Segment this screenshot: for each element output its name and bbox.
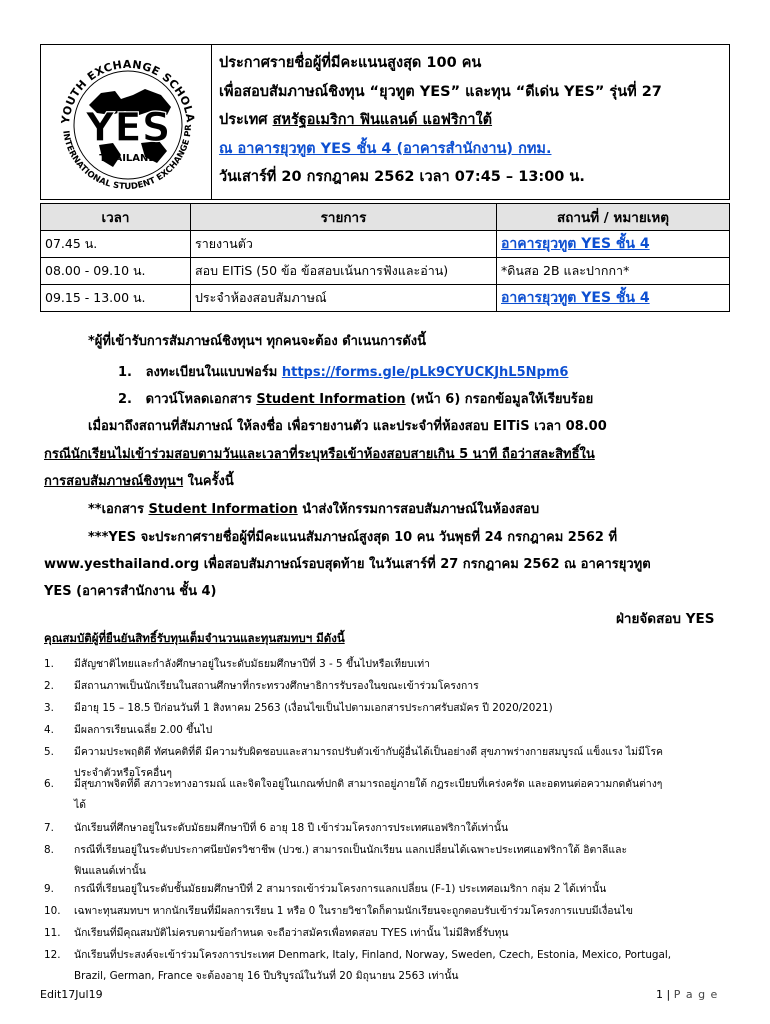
qualification-text: นักเรียนที่ศึกษาอยู่ในระดับมัธยมศึกษาปีที่ 6 อายุ 18 ปี เข้าร่วมโครงการประเทศแอฟริกาใต้เท่านั้น — [74, 822, 509, 834]
logo-arc-bottom: INTERNATIONAL STUDENT EXCHANGE PR — [60, 124, 195, 193]
qualification-number: 6. — [44, 778, 54, 790]
qualification-item — [44, 796, 86, 813]
cell-place: อาคารยุวทูต YES ชั้น 4 — [497, 231, 730, 258]
col-header-time: เวลา — [41, 204, 191, 231]
footer-edit-date: Edit17Jul19 — [40, 988, 103, 1001]
step-2-text-c: (หน้า 6) กรอกข้อมูลให้เรียบร้อย — [405, 392, 594, 407]
schedule-table — [40, 203, 730, 312]
qualification-number: 5. — [44, 746, 54, 758]
qualification-item — [44, 967, 459, 984]
qualification-number: 8. — [44, 844, 54, 856]
qualification-item — [44, 946, 671, 963]
qualification-item — [44, 655, 430, 672]
paragraph-3-line-1: ***YES จะประกาศรายชื่อผู้ที่มีคะแนนสัมภาษณ์สูงสุด 10 คน วันพุธที่ 24 กรกฎาคม 2562 ที่ — [88, 530, 618, 545]
qualifications-title: คุณสมบัติผู้ที่ยืนยันสิทธิ์รับทุนเต็มจำนวนและทุนสมทบฯ มีดังนี้ — [44, 631, 345, 645]
header-venue: ณ อาคารยุวทูต YES ชั้น 4 (อาคารสำนักงาน) กทม. — [219, 140, 552, 157]
cell-time: 07.45 น. — [41, 231, 191, 258]
paragraph-1-line-3 — [44, 470, 234, 491]
registration-form-link[interactable]: https://forms.gle/pLk9CYUCKJhL5Npm6 — [281, 365, 569, 380]
footer-page-number — [656, 988, 718, 1001]
cell-place: *ดินสอ 2B และปากกา* — [497, 258, 730, 285]
paragraph-2 — [88, 498, 539, 519]
qualification-text: มีผลการเรียนเฉลี่ย 2.00 ขึ้นไป — [74, 724, 213, 736]
step-2 — [118, 388, 593, 409]
qualification-text: เฉพาะทุนสมทบฯ หากนักเรียนที่มีผลการเรียน 1 หรือ 0 ในรายวิชาใดก็ตามนักเรียนจะถูกตอบรับเข้าร่วมโครงการแบบมีเงื่อนไข — [74, 905, 633, 917]
qualification-item — [44, 677, 479, 694]
student-information-label: Student Information — [256, 392, 406, 407]
header-text — [219, 49, 723, 192]
page-sep: | — [663, 988, 674, 1001]
qualification-text: กรณีที่เรียนอยู่ในระดับประกาศนียบัตรวิชาชีพ (ปวช.) สามารถเป็นนักเรียน แลกเปลี่ยนได้เฉพาะประเทศแอฟริกาใต้ อิตาลีและ — [74, 844, 628, 856]
logo-arc-top: YOUTH EXCHANGE SCHOLA — [59, 57, 197, 125]
qualification-text: นักเรียนที่ประสงค์จะเข้าร่วมโครงการประเทศ Denmark, Italy, Finland, Norway, Sweden, Czech, Estonia, Mexico, Portugal, — [74, 949, 672, 961]
signature: ฝ่ายจัดสอบ YES — [616, 611, 715, 627]
qualification-number: 9. — [44, 883, 54, 895]
yes-logo — [41, 45, 212, 199]
cell-item: สอบ EITiS (50 ข้อ ข้อสอบเน้นการฟังและอ่าน) — [191, 258, 497, 285]
paragraph-1-line-2: กรณีนักเรียนไม่เข้าร่วมสอบตามวันและเวลาที่ระบุหรือเข้าห้องสอบสายเกิน 5 นาที ถือว่าสละสิทธิ์ใน — [44, 447, 595, 462]
col-header-item: รายการ — [191, 204, 497, 231]
qualification-item — [44, 775, 662, 792]
header-line-1: ประกาศรายชื่อผู้ที่มีคะแนนสูงสุด 100 คน — [219, 55, 482, 71]
header-line-2: เพื่อสอบสัมภาษณ์ชิงทุน “ยุวทูต YES” และทุน “ดีเด่น YES” รุ่นที่ 27 — [219, 83, 662, 100]
table-row — [41, 285, 730, 312]
page-num: 1 — [656, 988, 663, 1001]
qualification-number: 1. — [44, 658, 54, 670]
paragraph-1-line-1: เมื่อมาถึงสถานที่สัมภาษณ์ ให้ลงชื่อ เพื่อรายงานตัว และประจำที่ห้องสอบ EITiS เวลา 08.00 — [88, 419, 607, 434]
qualification-number: 3. — [44, 702, 54, 714]
header-line-3-prefix: ประเทศ — [219, 112, 273, 128]
qualification-item — [44, 743, 663, 760]
qualification-text: ได้ — [74, 799, 86, 811]
qualification-item — [44, 699, 553, 716]
paragraph-3-line-2: www.yesthailand.org เพื่อสอบสัมภาษณ์รอบสุดท้าย ในวันเสาร์ที่ 27 กรกฎาคม 2562 ณ อาคารยุวทูต — [44, 557, 651, 572]
table-row — [41, 258, 730, 285]
step-2-number: 2. — [118, 392, 132, 407]
qualification-item — [44, 721, 212, 738]
qualification-text: มีสถานภาพเป็นนักเรียนในสถานศึกษาที่กระทรวงศึกษาธิการรับรองในขณะเข้าร่วมโครงการ — [74, 680, 479, 692]
step-2-text-a: ดาวน์โหลดเอกสาร — [145, 392, 257, 407]
qualification-number: 10. — [44, 905, 61, 917]
qualification-item — [44, 862, 146, 879]
qualification-number: 2. — [44, 680, 54, 692]
cell-time: 09.15 - 13.00 น. — [41, 285, 191, 312]
qualification-text: นักเรียนที่มีคุณสมบัติไม่ครบตามข้อกำหนด จะถือว่าสมัครเพื่อทดสอบ TYES เท่านั้น ไม่มีสิทธิ์รับทุน — [74, 927, 509, 939]
step-1-number: 1. — [118, 365, 132, 380]
qualification-item — [44, 880, 606, 897]
paragraph-3-line-3: YES (อาคารสำนักงาน ชั้น 4) — [44, 584, 217, 599]
header-countries: สหรัฐอเมริกา ฟินแลนด์ แอฟริกาใต้ — [272, 112, 493, 128]
qualification-text: ฟินแลนด์เท่านั้น — [74, 865, 146, 877]
schedule-header-row — [41, 204, 730, 231]
qualification-item — [44, 841, 627, 858]
paragraph-1-forfeit: การสอบสัมภาษณ์ชิงทุนฯ — [44, 474, 184, 489]
logo-yes-text: YES — [85, 105, 171, 151]
qualification-text: มีสุขภาพจิตที่ดี สภาวะทางอารมณ์ และจิตใจอยู่ในเกณฑ์ปกติ สามารถอยู่ภายใต้ กฎระเบียบที่เคร่งครัด และอดทนต่อความกดดันต่างๆ — [74, 778, 663, 790]
col-header-place: สถานที่ / หมายเหตุ — [497, 204, 730, 231]
page-word: P a g e — [673, 988, 719, 1001]
header-date: วันเสาร์ที่ 20 กรกฎาคม 2562 เวลา 07:45 – 13:00 น. — [219, 169, 585, 185]
header-line-3 — [219, 106, 723, 135]
paragraph-2-a: **เอกสาร — [88, 502, 149, 517]
step-1-text: ลงทะเบียนในแบบฟอร์ม — [145, 365, 282, 380]
paragraph-2-doc: Student Information — [148, 502, 298, 517]
qualification-item — [44, 902, 633, 919]
qualification-text: ประจำตัวหรือโรคอื่นๆ — [74, 767, 172, 779]
cell-place: อาคารยุวทูต YES ชั้น 4 — [497, 285, 730, 312]
qualification-item — [44, 924, 508, 941]
qualification-text: มีสัญชาติไทยและกำลังศึกษาอยู่ในระดับมัธยมศึกษาปีที่ 3 - 5 ขึ้นไปหรือเทียบเท่า — [74, 658, 430, 670]
intro-line: *ผู้ที่เข้ารับการสัมภาษณ์ชิงทุนฯ ทุกคนจะต้อง ดำเนนการดังนี้ — [88, 334, 426, 349]
step-1 — [118, 361, 568, 382]
paragraph-1-end: ในครั้งนี้ — [183, 474, 234, 489]
qualification-number: 12. — [44, 949, 61, 961]
header-box — [40, 44, 730, 200]
logo-country-text: THAILAND — [99, 153, 157, 164]
qualification-number: 4. — [44, 724, 54, 736]
cell-time: 08.00 - 09.10 น. — [41, 258, 191, 285]
qualification-text: กรณีที่เรียนอยู่ในระดับชั้นมัธยมศึกษาปีที่ 2 สามารถเข้าร่วมโครงการแลกเปลี่ยน (F-1) ประเทศอเมริกา กลุ่ม 2 ได้เท่านั้น — [74, 883, 607, 895]
qualification-number: 11. — [44, 927, 61, 939]
qualification-text: มีความประพฤติดี ทัศนคติที่ดี มีความรับผิดชอบและสามารถปรับตัวเข้ากับผู้อื่นได้เป็นอย่างดี สุขภาพร่างกายสมบูรณ์ แข็งแรง ไม่มีโรค — [74, 746, 663, 758]
qualification-text: Brazil, German, France จะต้องอายุ 16 ปีบริบูรณ์ในวันที่ 20 มิถุนายน 2563 เท่านั้น — [74, 970, 459, 982]
qualification-text: มีอายุ 15 – 18.5 ปีก่อนวันที่ 1 สิงหาคม 2563 (เงื่อนไขเป็นไปตามเอกสารประกาศรับสมัคร ปี 2020/2021) — [74, 702, 553, 714]
cell-item: รายงานตัว — [191, 231, 497, 258]
qualification-item — [44, 819, 508, 836]
paragraph-2-c: นำส่งให้กรรมการสอบสัมภาษณ์ในห้องสอบ — [297, 502, 540, 517]
table-row — [41, 231, 730, 258]
qualification-number: 7. — [44, 822, 54, 834]
cell-item: ประจำห้องสอบสัมภาษณ์ — [191, 285, 497, 312]
